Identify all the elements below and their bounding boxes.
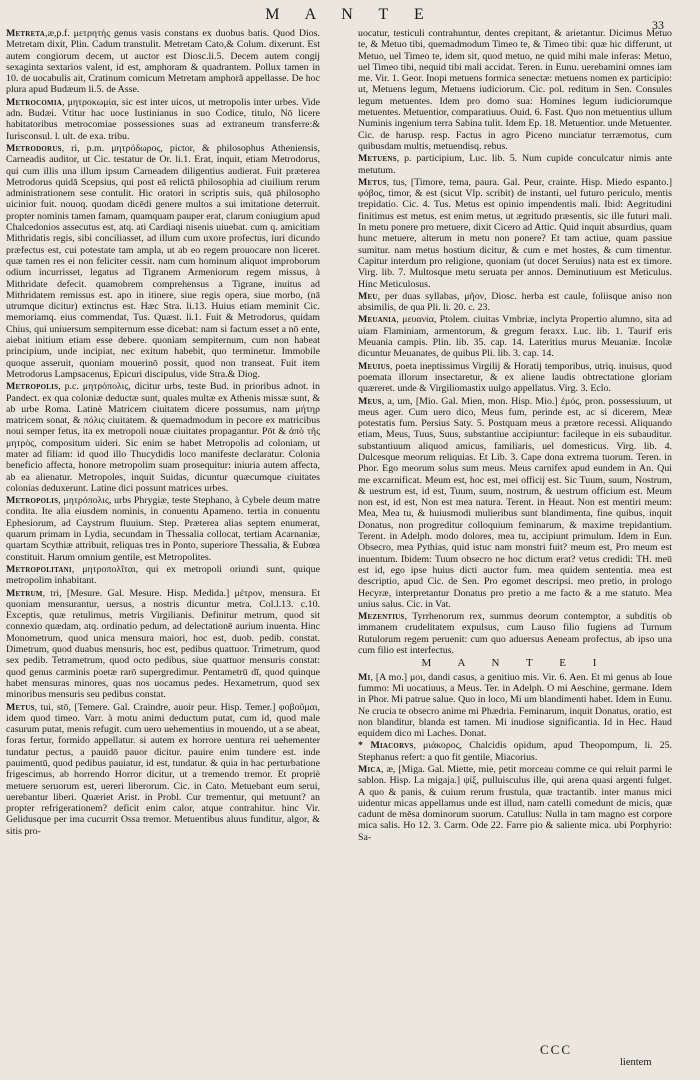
entry-text: , μητροπολῖται, qui ex metropoli oriundi sunt, quique metropolim inhabitant.: [6, 563, 320, 587]
entry-headword: Metrum: [6, 587, 43, 599]
entry-text: , tus, [Timore, tema, paura. Gal. Peur, crainte. Hisp. Miedo espanto.] φόβος, timor, & est (sicut Vlp. scribit) de instanti, uel futuro periculo, mentis trepidatio. Cic. 4. Tus. Metus est opinio impendentis mali. Ibid: Aegritudini finitimus est metus. est enim metus, ut ægritudo præsentis, sic ille futuri mali. In metu ponere pro metuere, dixit Cicero ad Attic. Quid inquit absurdius, quam hunc metuere, alterum in metu non ponere? Et tam actiue, quam passiue sumitur. nam metus hostium dicitur, & cum e met hostes, & cum timentur. Capitur interdum pro religione, quoniam (ut docet Seruius) nata est ex timore. Virg. lib. 7. Multosque metu seruata per annos. Deminutiuum est Meticulus. Hinc Meticulosus.: [358, 176, 672, 290]
entry-headword: Meuania: [358, 314, 397, 326]
entry-text: , p.c. μητρόπολις, dicitur urbs, teste Bud. in prioribus adnot. in Pandect. ex qua coloniæ deductæ sunt, quales multæ ex Athenis missæ sunt, & ab urbe Roma. Latinè Matricem ciuitatem dicere possumus, nam μήτηρ matricem sonat, & πόλις ciuitatem. & quemadmodum in pecore ex matricibus noui semper fetus, ita ex metropoli nouæ ciuitates propagantur. Pōt & ἀπὸ τῆς μητρὸς, compositum uideri. Sic enim se habet Metropolis ad coloniam, ut mater ad filiam: id quod illo Thucydidis loco manifeste declaratur. Colonia beneficio affecta, honore metropolim suam prosequitur: iniuria autem affecta, ab ea alienatur. Metropoles, inquit Suidas, dicuntur quæcumque ciuitates colonias deduxerunt. Latine dici possunt matrices urbes.: [6, 381, 320, 494]
entry-text: , Tyrrhenorum rex, summus deorum contemptor, a subditis ob immanem crudelitatem expulsus, cum Lauso filio fugiens ad Turnum Rutulorum regem peruenit: cum quo aduersus Aeneam profectus, ab ipso una cum filio est interfectus.: [358, 611, 672, 657]
entry-text: , tui, stō, [Temere. Gal. Craindre, auoir peur. Hisp. Temer.] φοβοῦμαι, idem quod timeo. Varr. à motu animi deductum putat, cum id, quod male casurum putat, menis refugit. cum uero uehementius in mouendo, ut a se abeat, foras fertur, formido appellatur. si autem ex horrore uentura rei uehementer tundatur pectus, a pauidō pauor dicitur. pauire enim tundere est. inde pauimentū, quod pedibus pauiatur, id est, tundatur. & quia in hac perturbatione frigescimus, ab horrendo Horror dicitur, ut a tremendo tremor. Et propriè metuere seruorum est, uereri liberorum. Cic. in Cato. Metuebant eum serui, uerebantur liberi. Quæriet Arist. in Probl. Cur trementur, qui metuunt? an propter refrigerationem? deficit enim calor, atque contrahitur. hinc Vir. Gelidusque per ima cucurrit Ossa tremor. Metuentibus aluus funditur, algor, & sitis pro-: [6, 701, 320, 837]
dictionary-entry: [6, 143, 320, 380]
entry-text: , tri, [Mesure. Gal. Mesure. Hisp. Medida.] μέτρον, mensura. Et quoniam mensurantur, uersus, a nostris dicuntur metra. Col.l.13. c.10. Exceptis, quæ retulimus, metris Virgilianis. Definitur metrum, quod sit connexio quædam, atq. ordinatio pedum, ad delectationē aurium inuenta. Hinc Monometrum, quod unica mensura maiori, hoc est, duob. pedib. constat. Dimetrum, quod duabus mensuris, hoc est, pedibus quattuor. Trimetrum, quod sex pedib. Tetrametrum, quod octo pedibus, siue quattuor mensuris constat: quod genus carminis poetæ rarō supergredimur. Pentametrū dī, quod quinque habet mensuras minores, quas nos uocamus pedes. Hexametrum, quod sex minoribus mensuris seu pedibus constat.: [6, 587, 320, 701]
entry-headword: Metus: [6, 701, 35, 713]
dictionary-entry: [6, 28, 320, 96]
right-column: [358, 28, 672, 1036]
entry-headword: Metus: [358, 176, 387, 188]
entry-headword: Meu: [358, 290, 378, 302]
entry-headword: Meus: [358, 395, 382, 407]
entry-text: uocatur, testiculi contrahuntur, dentes crepitant, & arietantur. Dicimus Metuo te, & Metuo tibi, quemadmodum Timeo te, & Timeo tibi: quæ hic differunt, ut Metuo, uel Timeo te, idem sit, quod metuo, ne quid mihi male inferas: Metuo, uel Timeo tibi, nequid tibi mali accidat. Teren. in Eunu. uerebamini omnes iam me. Vir. 1. Geor. Inopi metuens formica senectæ: metuens nomen ex participio: ut, Metuens legum, Metuens iudiciorum. Cic. pol. reditum in Sen. Consules legum metuentes. Idem pro domo sua: Homines legum iudiciorumque metuentes. Metuentior, comparatiuus. Ouid. 6. Fast. Quo non metuentius ullum Numinis ingenium terra Sabina tulit. Idem Ep. 18. Metuentior. unde Metuenter. Cic. de harusp. resp. Factus in agro Piceno nunciatur terræmotus, cum quibusdam multis, metuendisq. rebus.: [358, 28, 672, 152]
entry-headword: Metropolis: [6, 381, 59, 393]
dictionary-entry: [6, 381, 320, 494]
dictionary-entry: [358, 28, 672, 152]
entry-headword: Mezentius: [358, 611, 405, 623]
page-number: 33: [652, 18, 664, 32]
entry-text: , poeta ineptissimus Virgilij & Horatij temporibus, utriq. inuisus, quod poemata illorum insectaretur, & ex aliene laudis obtrectatione gloriam quæreret. unde & Virgiliomastix uulgo appellatus. Virg. 3. Eclo.: [358, 360, 672, 395]
entry-text: , [A mo.] μοι, dandi casus, a genitiuo mis. Vir. 6. Aen. Et mi genus ab Ioue fummo: Mi uocatiuus, a Meus. Ter. in Adelph. O mi Aeschine, germane. Idem in Phor. Mi patrue salue. Quo in loco, Mi um blandimenti habet. Idem in Eunu. Ne crucia te obsecro anime mi Phædria. Feminarum, inquit Donatus, oratio, est non blanditur, blanda est tamen. Mi inudiose significantia. Id in Hec. Haud equidem dico mi Laches. Donat.: [358, 671, 672, 740]
running-head: M A N T E: [265, 6, 435, 23]
entry-text: , μευανία, Ptolem. ciuitas Vmbriæ, inclyta Propertio alumno, sita ad uiam Flaminiam, armentorum, & gregum feraxx. Luc. lib. 1. Taurif eris Meuania campis. Plin. lib. 35. cap. 14. Lateritius murus Meuaniæ. Incolæ dicuntur Meuanates, de quibus Pli. lib. 3. cap. 14.: [358, 314, 672, 360]
dictionary-entry: [6, 702, 320, 838]
entry-headword: Metropolis: [6, 495, 59, 507]
entry-text: , μιάκορος, Chalcidis opidum, apud Theopompum, li. 25. Stephanus refert: a quo fit gentile, Miacorius.: [358, 740, 672, 763]
entry-text: , μητρόπολις, urbs Phrygiæ, teste Stephano, à Cybele deum matre condita. Ite alia eiusdem nominis, in conuentu Apameno. tertia in conuentu Ephesiorum, ad Caystrum fluuium. Step. Præterea alias septem enumerat, quarum primam in Lydia, secundam in Thessalia collocat, tertiam Acarnaniæ, quartam Scythiæ attribuit, reliquas tres in Ponto, superiore Thessalia, & Eubœa constituit. Harum omnium gentile, est Metropolites.: [6, 495, 320, 563]
signature-mark: CCC: [540, 1042, 573, 1057]
dictionary-entry: [358, 177, 672, 290]
dictionary-entry: [358, 291, 672, 314]
entry-text: ,æ,p.f. μετρητής genus vasis constans ex duobus batis. Quod Dios. Metretam dixit, Plin. Cadum transtulit. Metretam Cato,& Colum. dixerunt. Est autem congiorum decem, ut auctor est Diosc.li.5. Decem autem congij sexaginta sextarios valent, id est, amphoram & quadrantem. Pollux tamen in 10. de uocabulis ait, Cratinum comicum Metretam amphorâ appellasse. De hoc plura apud Budæum li.5. de Asse.: [6, 28, 320, 96]
entry-headword: Metreta: [6, 28, 45, 39]
entry-headword: * Miacorvs: [358, 740, 414, 752]
catchword: lientem: [620, 1057, 652, 1068]
section-head: M A N T E I: [421, 657, 609, 670]
entry-headword: Metuens: [358, 153, 397, 165]
left-column: [6, 28, 320, 1036]
dictionary-entry: [358, 672, 672, 740]
entry-text: , a, um, [Mio. Gal. Mien, mon. Hisp. Mio.] ἐμός, pron. possessiuum, ut meus ager. Cum uero dico, Meus fum, perinde est, ac si dicerem, Meæ potestatis fum. Persius Saty. 5. Postquam meus a prætore recessi. Aliquando etiam, Meus, Tuus, Suus, substantiue accipiuntur: facileque in eis subauditur. substantiuum aliquod amicus, familiaris, uel domesticus. Virg. lib. 4. Dulcesque meorum reliquias. Et Lib. 3. Cape dona extrema tuorum. Teren. in Phor. Ego meorum solus sum meus. Meus carnifex apud eundem in An. Qui me excarnificat. Meum est, hoc est, mei officij est. Sic Tuum, suum, Nostrum, & uestrum est, id est, Tuum, suum, nostrum, & uestrum officium est. Meum non est, id est, Non est mea natura. Terent. in Heaut. Non est mentiri meum: Mea, Mea tu, & huiusmodi mulieribus sunt blandimenta, fine quibus, inquit Donatus, non progreditur colloquium feminarum, & maxime trepidantium. Terent. in Adelph. modo dolores, mea tu, accipiunt primulum. Idem in Eun. Obsecro, mea Pythias, quid istuc nam monstri fuit? meum est, Pro meum est inuentum. Ibidem: Tuum obsecro ne hoc dictum erat? vetus credidi: TH. meū est id, ego ipse huius dicti auctor fum. mea quidem sententia. mea est descriptio, apud Cic. de Sen. Pro egomet descripsi. meo pretio, in prologo Hecyræ, interpretantur Donatus pro pretio a me facto & a me statuto. Mea unius salus. Cic. in Vat.: [358, 395, 672, 610]
entry-text: , p. participium, Luc. lib. 5. Num cupide conculcatur nimis ante metutum.: [358, 153, 672, 176]
entry-text: , æ, [Miga. Gal. Miette, mie, petit morceau comme ce qui reluit parmi le sablon. Hisp. La migaja.] ψίξ, pulluisculus ille, qui arena quasi argenti fulget. A quo & panis, & cuium rerum frustula, quæ tractantib. inter manus mici uidentur micas appellamus unde est illud, nam catelli comedunt de micis, quæ cadunt de mēsa dominorum suorum. Catullus: Nulla in tam magno est corpore mica salis. Ho 12. 3. Carm. Ode 22. Farre pio & saliente mica. ubi Porphyrio: Sa-: [358, 764, 672, 843]
entry-headword: Metropolitani: [6, 563, 72, 575]
dictionary-entry: [358, 611, 672, 656]
dictionary-entry: [6, 588, 320, 701]
entry-text: , ri, p.m. μητρόδωρος, pictor, & philosophus Atheniensis, Carneadis auditor, ut Cic. testatur de Or. li.1. Erat, inquit, etiam Metrodorus, qui cum illis una illum ipsum Carneadem diligentius audierat. Fuit præterea Metrodorus quidā Scepsius, qui post eā relictā philosophia ad ciuilium rerum administrationem sese contulit. Hic oratori in scriptis suis, quā philosopho uicinior fuit. nouoq. quodam dicēdi genere multos a sui imitatione deterruit. propter nominis tamen famam, quamquam pauper erat, clarum coniugium apud Chalcedonios assecutus est, atq. ati Cardiaqi nisenis uiuebat. cum q. amicitiam Mithridatis regis, sibi conciliasset, ad illum cum uxore profectus, iuri dicundo præfectus est, cui potestate tam ampla, ut ab eo regem prouocare non liceret. quæ tamen res ei non feliciter cessit. nam cum hominum aliquot improborum odium incurrisset, legatus ad Tigranem Armeniorum regem missus, à Mithridate defecit. quamobrem comprehensus a Tigrane, inuitus ad Mithridatem remissus est. apo in itinere, siue regis opera, siue morbo, (nā utrumque dicitur) extinctus est. Hæc Stra. li.13. Huius etiam meminit Cic. memoriamq. eius commendat, Tus. Quæst. li.1. Fuit & Metrodorus, quidam Chius, qui uniuersum sempiternum esse dicebat: nam si factum esset a nō ente, aiebat initium etiam esse debere. quoniam sempiternum, cum non habeat principium, unde incipiat, nec exitum habebit, quo terminetur. Immobile quoque asseruit, quoniam mouerinō possit, quod non transeat. Fuit item Metrodorus Lampsacenus, Epicuri discipulus, vide Stra.& Diog.: [6, 142, 320, 380]
entry-text: , μητροκωμία, sic est inter uicos, ut metropolis inter urbes. Vide adn. Budæi. Vtitur hac uoce Iustinianus in suo Codice, titulo, Nō licere habitatoribus metrocomiae possessiones suas ad extraneum transferre:& Iurisconsul. l. ult. de exa. tribu.: [6, 96, 320, 142]
entry-headword: Metrocomia: [6, 96, 63, 108]
dictionary-entry: [358, 740, 672, 763]
dictionary-entry: [358, 764, 672, 843]
dictionary-entry: [6, 564, 320, 587]
dictionary-entry: [358, 153, 672, 176]
entry-headword: Mica: [358, 764, 381, 775]
dictionary-entry: [6, 495, 320, 563]
entry-text: , per duas syllabas, μῆον, Diosc. herba est caule, foliisque aniso non absimilis, de qua Pli. li. 20. c. 23.: [358, 290, 672, 314]
dictionary-entry: [6, 97, 320, 142]
entry-headword: Meuius: [358, 360, 390, 372]
dictionary-entry: [358, 361, 672, 395]
entry-headword: Mi: [358, 671, 371, 683]
entry-headword: Metrodorus: [6, 142, 62, 154]
page-header: [0, 2, 700, 32]
dictionary-entry: [358, 314, 672, 359]
dictionary-entry: [358, 396, 672, 611]
